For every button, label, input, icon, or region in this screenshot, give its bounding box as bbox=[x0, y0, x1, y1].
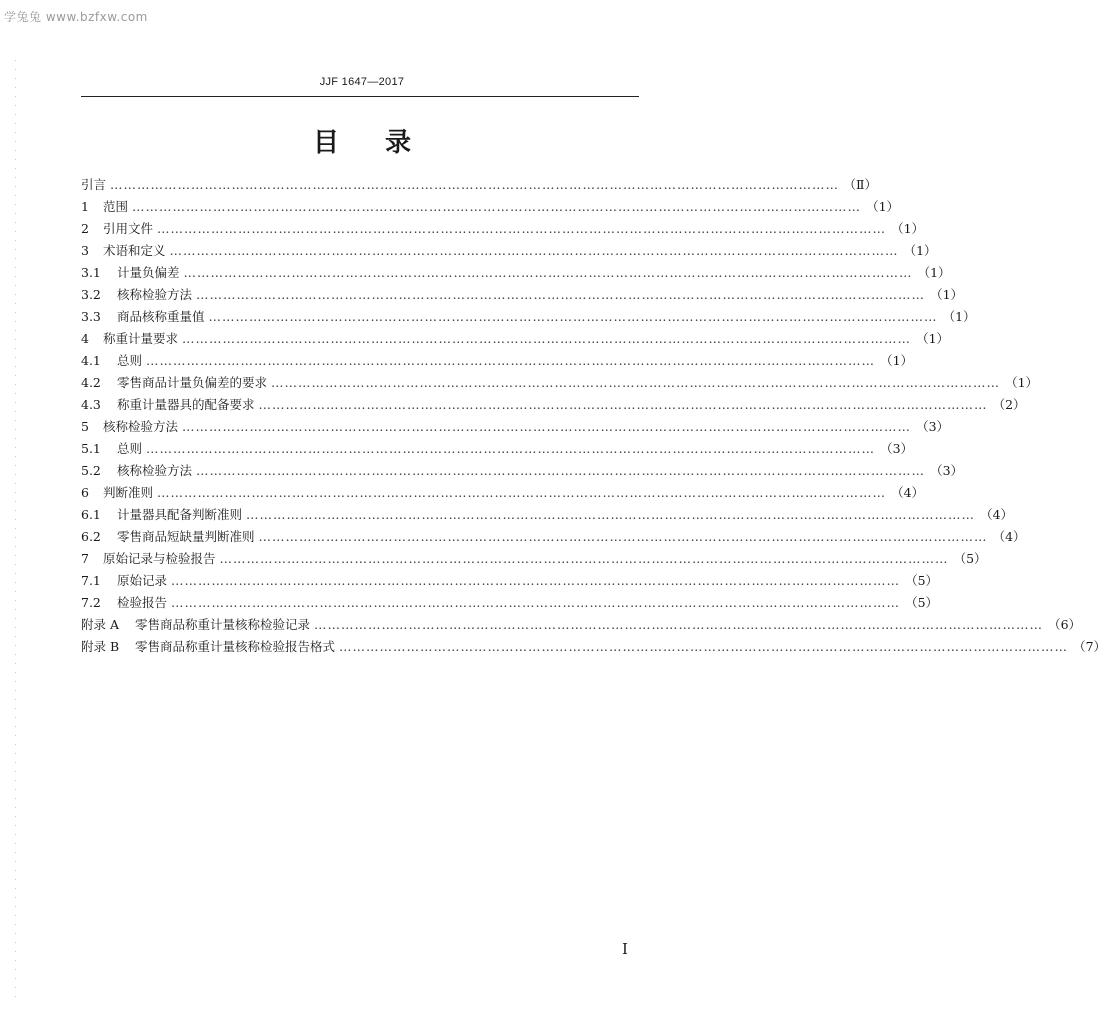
toc-entry-page: （3） bbox=[930, 463, 964, 478]
toc-entry-label: 计量器具配备判断准则 bbox=[117, 507, 243, 522]
toc-entry-number: 7 bbox=[81, 551, 89, 566]
toc-entry-page: （4） bbox=[891, 485, 925, 500]
toc-title-char-2: 录 bbox=[385, 128, 412, 158]
toc-entry-number: 3.3 bbox=[81, 309, 101, 324]
toc-entry-label: 核称检验方法 bbox=[103, 419, 179, 434]
toc-entry-label: 称重计量要求 bbox=[103, 331, 179, 346]
toc-leader-dots: ……………………………………………………………………………………………………………………………………………… bbox=[146, 353, 876, 368]
toc-leader-dots: ……………………………………………………………………………………………………………………………………………… bbox=[132, 199, 862, 214]
toc-leader-dots: ……………………………………………………………………………………………………………………………………………… bbox=[208, 309, 938, 324]
watermark-text: 学兔兔 www.bzfxw.com bbox=[4, 10, 148, 24]
toc-entry-number: 6.1 bbox=[81, 507, 101, 522]
toc-entry-number: 4.2 bbox=[81, 375, 101, 390]
toc-entry[interactable] bbox=[81, 504, 1014, 526]
toc-entry[interactable] bbox=[81, 284, 964, 306]
toc-entry-page: （3） bbox=[916, 419, 950, 434]
toc-entry[interactable] bbox=[81, 372, 1039, 394]
toc-entry-number: 6 bbox=[81, 485, 89, 500]
toc-entry-number: 1 bbox=[81, 199, 89, 214]
toc-leader-dots: ……………………………………………………………………………………………………………………………………………… bbox=[157, 485, 887, 500]
toc-entry[interactable] bbox=[81, 614, 1082, 636]
toc-leader-dots: ……………………………………………………………………………………………………………………………………………… bbox=[258, 529, 988, 544]
toc-entry-label: 核称检验方法 bbox=[117, 463, 193, 478]
toc-entry[interactable] bbox=[81, 240, 937, 262]
toc-leader-dots: ……………………………………………………………………………………………………………………………………………… bbox=[196, 463, 926, 478]
toc-entry-number: 5.1 bbox=[81, 441, 101, 456]
toc-entry-page: （1） bbox=[916, 331, 950, 346]
toc-list bbox=[81, 174, 1106, 658]
toc-entry[interactable] bbox=[81, 394, 1026, 416]
toc-entry-number: 3.2 bbox=[81, 287, 101, 302]
toc-entry-page: （1） bbox=[891, 221, 925, 236]
toc-title-char-1: 目 bbox=[312, 128, 339, 158]
toc-entry-page: （1） bbox=[1005, 375, 1039, 390]
toc-entry[interactable] bbox=[81, 350, 914, 372]
toc-leader-dots: ……………………………………………………………………………………………………………………………………………… bbox=[183, 265, 913, 280]
toc-entry-label: 总则 bbox=[117, 441, 143, 456]
toc-entry[interactable] bbox=[81, 174, 878, 196]
toc-entry[interactable] bbox=[81, 306, 976, 328]
toc-entry-label: 零售商品短缺量判断准则 bbox=[117, 529, 255, 544]
toc-entry-label: 零售商品称重计量核称检验记录 bbox=[135, 617, 311, 632]
toc-entry-page: （3） bbox=[880, 441, 914, 456]
toc-leader-dots: ……………………………………………………………………………………………………………………………………………… bbox=[110, 177, 840, 192]
toc-entry[interactable] bbox=[81, 460, 964, 482]
toc-entry-page: （1） bbox=[930, 287, 964, 302]
toc-entry-page: （4） bbox=[980, 507, 1014, 522]
toc-entry-page: （5） bbox=[905, 595, 939, 610]
toc-entry-number: 2 bbox=[81, 221, 89, 236]
toc-entry-label: 原始记录 bbox=[117, 573, 168, 588]
page-number: I bbox=[622, 940, 628, 958]
toc-entry[interactable] bbox=[81, 438, 914, 460]
toc-entry-number: 7.2 bbox=[81, 595, 101, 610]
toc-entry[interactable] bbox=[81, 196, 900, 218]
toc-leader-dots: ……………………………………………………………………………………………………………………………………………… bbox=[182, 419, 912, 434]
toc-entry[interactable] bbox=[81, 218, 925, 240]
toc-entry-page: （5） bbox=[953, 551, 987, 566]
toc-entry-number: 附录 B bbox=[81, 639, 120, 654]
toc-entry-page: （4） bbox=[992, 529, 1026, 544]
toc-entry-number: 6.2 bbox=[81, 529, 101, 544]
toc-entry-page: （Ⅱ） bbox=[843, 177, 878, 192]
toc-leader-dots: ……………………………………………………………………………………………………………………………………………… bbox=[246, 507, 976, 522]
toc-entry-page: （1） bbox=[917, 265, 951, 280]
toc-entry-label: 原始记录与检验报告 bbox=[103, 551, 216, 566]
toc-entry-label: 零售商品计量负偏差的要求 bbox=[117, 375, 268, 390]
toc-entry[interactable] bbox=[81, 636, 1106, 658]
toc-entry-page: （1） bbox=[880, 353, 914, 368]
toc-entry-number: 3 bbox=[81, 243, 89, 258]
toc-entry[interactable] bbox=[81, 548, 987, 570]
toc-leader-dots: ……………………………………………………………………………………………………………………………………………… bbox=[171, 595, 901, 610]
standard-code: JJF 1647—2017 bbox=[319, 76, 405, 88]
toc-entry-label: 引用文件 bbox=[103, 221, 154, 236]
toc-entry-number: 附录 A bbox=[81, 617, 120, 632]
toc-entry-number: 3.1 bbox=[81, 265, 101, 280]
toc-entry-page: （1） bbox=[942, 309, 976, 324]
toc-leader-dots: ……………………………………………………………………………………………………………………………………………… bbox=[157, 221, 887, 236]
toc-entry[interactable] bbox=[81, 526, 1026, 548]
toc-entry-number: 5.2 bbox=[81, 463, 101, 478]
toc-entry-page: （1） bbox=[903, 243, 937, 258]
toc-entry-number: 4.1 bbox=[81, 353, 101, 368]
toc-entry-label: 判断准则 bbox=[103, 485, 154, 500]
toc-entry[interactable] bbox=[81, 262, 951, 284]
header-rule bbox=[81, 96, 639, 97]
toc-leader-dots: ……………………………………………………………………………………………………………………………………………… bbox=[182, 331, 912, 346]
toc-entry-page: （6） bbox=[1048, 617, 1082, 632]
toc-entry-page: （7） bbox=[1073, 639, 1106, 654]
toc-entry-page: （2） bbox=[992, 397, 1026, 412]
toc-entry-label: 总则 bbox=[117, 353, 143, 368]
scan-artifact-dots bbox=[15, 60, 16, 1000]
toc-entry[interactable] bbox=[81, 592, 939, 614]
toc-leader-dots: ……………………………………………………………………………………………………………………………………………… bbox=[146, 441, 876, 456]
toc-leader-dots: ……………………………………………………………………………………………………………………………………………… bbox=[271, 375, 1001, 390]
toc-entry-label: 术语和定义 bbox=[103, 243, 166, 258]
toc-leader-dots: ……………………………………………………………………………………………………………………………………………… bbox=[258, 397, 988, 412]
toc-entry-page: （1） bbox=[866, 199, 900, 214]
toc-entry-page: （5） bbox=[905, 573, 939, 588]
toc-leader-dots: ……………………………………………………………………………………………………………………………………………… bbox=[171, 573, 901, 588]
toc-entry-label: 称重计量器具的配备要求 bbox=[117, 397, 255, 412]
toc-entry-number: 5 bbox=[81, 419, 89, 434]
toc-entry-number: 4.3 bbox=[81, 397, 101, 412]
toc-entry[interactable] bbox=[81, 570, 939, 592]
toc-leader-dots: ……………………………………………………………………………………………………………………………………………… bbox=[314, 617, 1044, 632]
toc-title bbox=[0, 122, 724, 159]
toc-leader-dots: ……………………………………………………………………………………………………………………………………………… bbox=[169, 243, 899, 258]
toc-entry-label: 零售商品称重计量核称检验报告格式 bbox=[135, 639, 336, 654]
toc-entry[interactable] bbox=[81, 416, 950, 438]
toc-entry-label: 检验报告 bbox=[117, 595, 168, 610]
toc-entry-label: 范围 bbox=[103, 199, 129, 214]
toc-entry-label: 核称检验方法 bbox=[117, 287, 193, 302]
toc-entry-label: 计量负偏差 bbox=[117, 265, 180, 280]
toc-leader-dots: ……………………………………………………………………………………………………………………………………………… bbox=[219, 551, 949, 566]
toc-entry-number: 7.1 bbox=[81, 573, 101, 588]
toc-leader-dots: ……………………………………………………………………………………………………………………………………………… bbox=[339, 639, 1069, 654]
toc-entry-label: 引言 bbox=[81, 177, 107, 192]
toc-entry[interactable] bbox=[81, 328, 950, 350]
toc-leader-dots: ……………………………………………………………………………………………………………………………………………… bbox=[196, 287, 926, 302]
toc-entry[interactable] bbox=[81, 482, 925, 504]
toc-entry-number: 4 bbox=[81, 331, 89, 346]
toc-entry-label: 商品核称重量值 bbox=[117, 309, 205, 324]
